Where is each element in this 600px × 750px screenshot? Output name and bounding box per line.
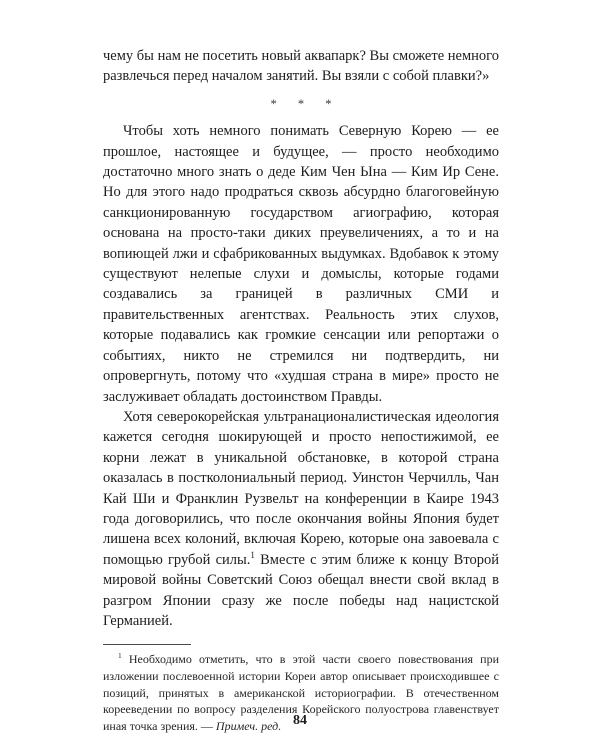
section-separator: * * * <box>270 96 341 111</box>
footnote-text: Необходимо отметить, что в этой части своего повествования при изложении послевоенной истории Кореи автор описывает происходившее с позиций, принятых в американской историографии. В отечественном корееведении по вопросу разделения Корейского полуострова главенствует иная точка зрения. — <box>103 652 500 733</box>
footnote-rule <box>103 644 191 645</box>
footnote-signature: Примеч. ред. <box>215 718 282 733</box>
paragraph <box>103 407 499 631</box>
footnote-marker: 1 <box>118 651 122 661</box>
paragraph-continuation: чему бы нам не посетить новый аквапарк? Вы сможете немного развлечься перед началом занятий. Вы взяли с собой плавки?» <box>103 48 499 85</box>
page-number: 84 <box>293 713 307 728</box>
footnote-ref: 1 <box>250 549 255 560</box>
paragraph: Чтобы хоть немного понимать Северную Корею — ее прошлое, настоящее и будущее, — просто необходимо достаточно много знать о деде Ким Чен Ына — Ким Ир Сене. Но для этого надо продраться сквозь абсурдно благоговейную санкционированную государством агиографию, которая основана на просто-таки диких преувеличениях, а то и на вопиющей лжи и сфабрикованных выдумках. Вдобавок к этому существуют нелепые слухи и домыслы, которые годами создавались за границей в различных СМИ и правительственных агентствах. Реальность этих слухов, которые подавались как громкие сенсации или репортажи о событиях, никто не стремился ни подтвердить, ни опровергнуть, потому что «худшая страна в мире» просто не заслуживает обладать достоинством Правды. <box>103 123 499 405</box>
paragraph-text: Вместе с этим ближе к концу Второй мировой войны Советский Союз обещал внести свой вклад в разгром Японии сразу же после победы над нацистской Германией. <box>103 551 500 629</box>
text-block <box>103 46 499 734</box>
paragraph-text: Хотя северокорейская ультранационалистическая идеология кажется сегодня шокирующей и просто непостижимой, ее корни лежат в уникальной обстановке, в которой страна оказалась в постколониальный период. Уинстон Черчилль, Чан Кай Ши и Франклин Рузвельт на конференции в Каире 1943 года договорились, что после окончания войны Япония будет лишена всех колоний, включая Корею, которые она завоевала с помощью грубой силы. <box>103 408 499 568</box>
